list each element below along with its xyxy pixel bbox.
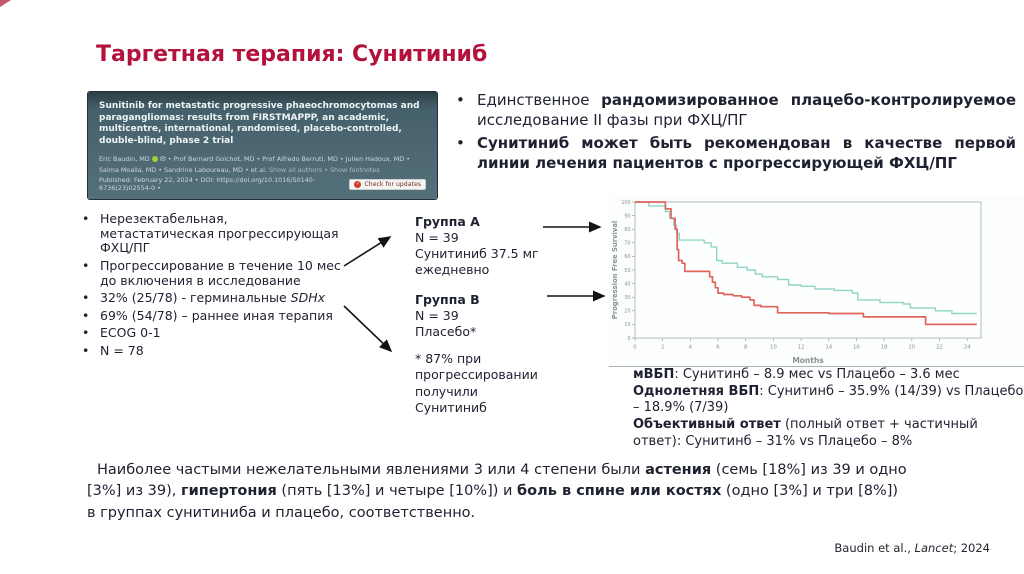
- svg-text:0: 0: [627, 336, 631, 342]
- svg-text:24: 24: [963, 344, 971, 351]
- svg-text:100: 100: [621, 200, 631, 206]
- svg-text:10: 10: [624, 323, 631, 329]
- list-item: • ECOG 0-1: [78, 326, 344, 341]
- check-icon: ✓: [355, 180, 361, 187]
- gene-name-italic: SDHx: [290, 290, 325, 306]
- svg-text:16: 16: [852, 344, 860, 351]
- svg-text:Progression Free Survival: Progression Free Survival: [611, 220, 619, 320]
- citation-authors: Baudin et al.,: [834, 541, 915, 555]
- svg-text:80: 80: [624, 228, 631, 233]
- list-item: [78, 291, 344, 306]
- corner-accent: [0, 0, 11, 7]
- paper-title: Sunitinib for metastatic progressive phaeochromocytomas and paragangliomas: results from FIRSTMAPPP, an academic, multicentre, international, randomised, placebo-controlled, double-blind, phase 2 trial: [99, 101, 420, 147]
- key-point-1-bold: рандомизированное плацебо-контролируемое: [601, 91, 1016, 109]
- svg-text:22: 22: [936, 344, 943, 351]
- key-point-1-text: Единственное: [477, 91, 602, 109]
- group-a-title: Группа А: [415, 214, 480, 229]
- svg-text:Months: Months: [792, 356, 824, 365]
- paper-authors: [99, 153, 426, 177]
- group-b-title: Группа В: [415, 292, 480, 307]
- key-points-list: [450, 90, 1016, 176]
- show-all-authors-link[interactable]: Show all authors • Show footnotes: [269, 166, 380, 175]
- svg-text:60: 60: [624, 255, 631, 261]
- result-line-orr: [633, 417, 1024, 450]
- svg-text:90: 90: [624, 214, 631, 220]
- pfs-chart: [609, 196, 1024, 367]
- adverse-events-text: [87, 460, 909, 524]
- pfs-chart-svg: [609, 196, 1009, 366]
- group-a-n: N = 39: [415, 230, 459, 245]
- key-point-1: [450, 90, 1016, 130]
- svg-text:18: 18: [880, 344, 888, 351]
- ae-hypertension: гипертония: [181, 483, 277, 500]
- citation-year: ; 2024: [953, 541, 990, 555]
- arrow-to-group-a-icon: [344, 237, 390, 266]
- orcid-icon[interactable]: [152, 156, 158, 162]
- list-item: • Прогрессирование в течение 10 мес до включения в исследование: [78, 259, 344, 288]
- svg-text:20: 20: [908, 344, 916, 351]
- key-point-1-tail: исследование II фазы при ФХЦ/ПГ: [477, 111, 748, 130]
- paper-author-lead[interactable]: Eric Baudin, MD: [99, 154, 150, 163]
- envelope-icon[interactable]: ✉: [159, 154, 166, 163]
- paper-authors-rest: • Prof Bernard Goichot, MD • Prof Alfredo Berruti, MD • Julien Hadoux, MD • Salma Moalla, MD • Sandrine Laboureau, MD • et al.: [99, 154, 410, 175]
- svg-text:8: 8: [743, 344, 748, 351]
- result-label: Объективный ответ: [633, 416, 781, 432]
- inclusion-criteria-list: [78, 212, 344, 362]
- svg-text:40: 40: [624, 282, 631, 288]
- results-block: [633, 367, 1024, 450]
- check-updates-label: Check for updates: [364, 180, 421, 188]
- list-item: • N = 78: [78, 344, 344, 359]
- ae-text: (семь [18%] из 39 и одно [3%] из 39),: [87, 462, 907, 500]
- ae-text: (пять [13%] и четыре [10%]) и: [276, 483, 518, 500]
- svg-text:2: 2: [660, 344, 665, 351]
- list-item-text: 32% (25/78) - герминальные: [100, 290, 291, 306]
- paper-published-text: Published: February 22, 2024 • DOI: https://doi.org/10.1016/S0140-6736(23)02554-0 •: [99, 176, 316, 193]
- group-b-n: N = 39: [415, 308, 459, 323]
- svg-text:10: 10: [769, 344, 777, 351]
- group-b-footnote: * 87% при прогрессировании получили Сунитиниб: [415, 351, 538, 415]
- svg-text:14: 14: [825, 344, 833, 351]
- svg-text:4: 4: [688, 344, 693, 351]
- citation: [834, 541, 990, 555]
- check-updates-button[interactable]: [349, 179, 426, 190]
- ae-asthenia: астения: [645, 462, 712, 478]
- result-text: : Сунитинб – 35.9% (14/39) vs Плацебо – 18.9% (7/39): [633, 383, 1024, 416]
- ae-back-pain: боль в спине или костях: [517, 483, 722, 500]
- result-label: Однолетняя ВБП: [633, 383, 760, 399]
- group-a-treatment: Сунитиниб 37.5 мг ежедневно: [415, 246, 539, 277]
- key-point-2: [450, 133, 1016, 173]
- key-point-2-bold: Сунитиниб может быть рекомендован в качестве первой линии лечения пациентов с прогрессирующей ФХЦ/ПГ: [477, 134, 1016, 173]
- svg-text:6: 6: [716, 344, 720, 351]
- result-text: (полный ответ + частичный ответ): Сунитинб – 31% vs Плацебо – 8%: [633, 416, 978, 449]
- svg-text:70: 70: [624, 241, 631, 247]
- svg-text:30: 30: [624, 296, 631, 301]
- ae-text: Наиболее частыми нежелательными явлениями 3 или 4 степени были: [97, 462, 646, 478]
- ae-text: (одно [3%] и три [8%]) в группах сунитиниба и плацебо, соответственно.: [87, 483, 899, 521]
- svg-text:20: 20: [624, 309, 631, 315]
- flow-arrows: [340, 213, 630, 363]
- arrow-to-group-b-icon: [344, 306, 391, 351]
- page-title: Таргетная терапия: Сунитиниб: [96, 42, 488, 67]
- svg-text:12: 12: [797, 344, 805, 351]
- paper-published-row: [99, 176, 426, 192]
- svg-text:0: 0: [633, 344, 637, 351]
- result-text: : Сунитинб – 8.9 мес vs Плацебо – 3.6 мес: [674, 367, 960, 382]
- list-item: • 69% (54/78) – раннее иная терапия: [78, 309, 344, 324]
- paper-abstract-card: [88, 92, 437, 199]
- svg-text:50: 50: [624, 268, 631, 274]
- result-label: мВБП: [633, 367, 675, 382]
- result-line-1yr-pfs: [633, 384, 1024, 417]
- citation-journal: Lancet: [914, 541, 954, 555]
- result-line-mpfs: [633, 367, 1024, 384]
- list-item: • Нерезектабельная, метастатическая прогрессирующая ФХЦ/ПГ: [78, 212, 344, 256]
- group-b-treatment: Пласебо*: [415, 324, 477, 339]
